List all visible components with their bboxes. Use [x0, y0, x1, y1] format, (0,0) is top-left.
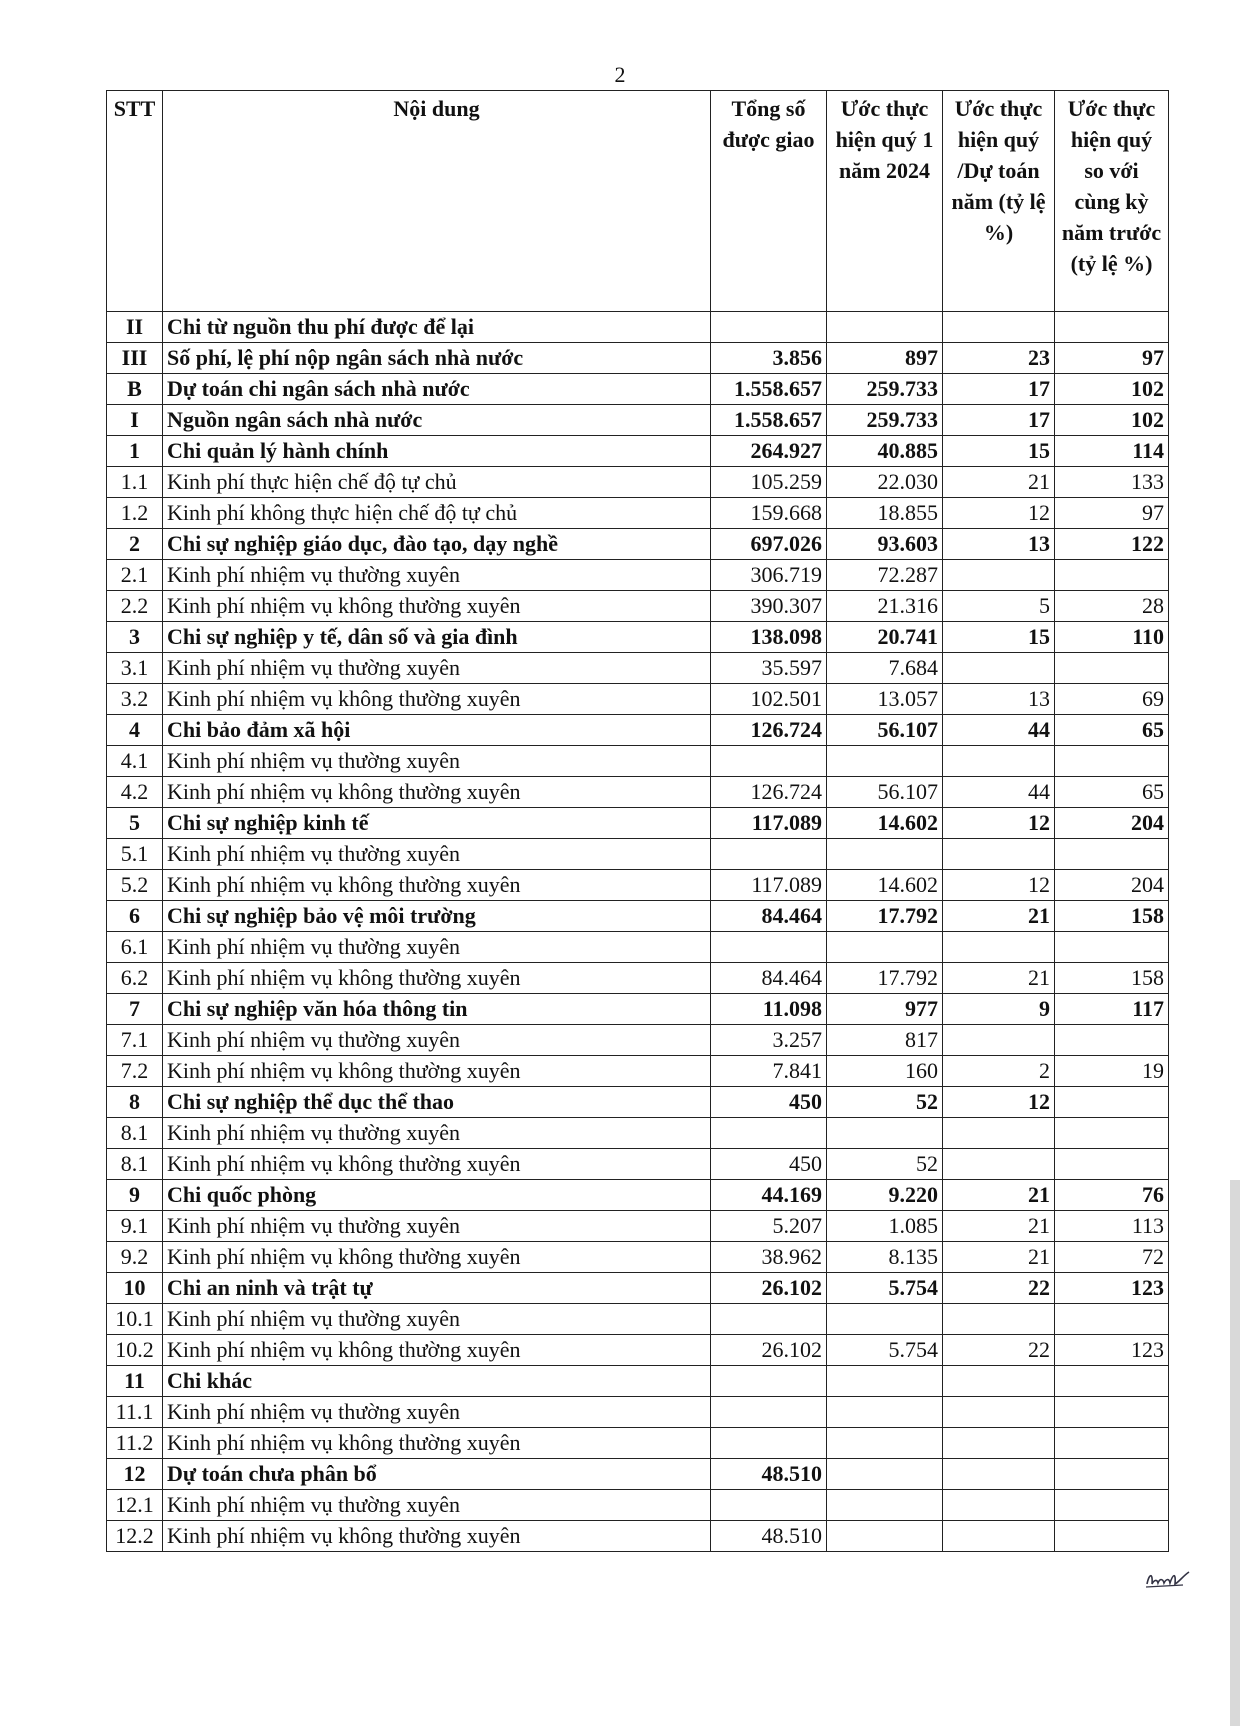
cell-pct-prev-year — [1055, 1459, 1169, 1490]
scan-edge-shadow — [1230, 1180, 1240, 1726]
cell-pct-budget — [943, 1366, 1055, 1397]
table-row — [107, 932, 1169, 963]
cell-total: 450 — [711, 1087, 827, 1118]
cell-total — [711, 1304, 827, 1335]
cell-stt: 4.2 — [107, 777, 163, 808]
cell-content: Kinh phí nhiệm vụ thường xuyên — [163, 560, 711, 591]
table-row — [107, 1428, 1169, 1459]
cell-pct-budget: 21 — [943, 901, 1055, 932]
cell-pct-budget — [943, 1118, 1055, 1149]
cell-q1-estimate: 18.855 — [827, 498, 943, 529]
cell-q1-estimate: 56.107 — [827, 715, 943, 746]
budget-table — [106, 90, 1169, 1552]
cell-pct-budget — [943, 1025, 1055, 1056]
cell-content: Kinh phí nhiệm vụ thường xuyên — [163, 1490, 711, 1521]
cell-total: 138.098 — [711, 622, 827, 653]
table-row — [107, 312, 1169, 343]
cell-q1-estimate — [827, 932, 943, 963]
cell-q1-estimate — [827, 312, 943, 343]
cell-total: 102.501 — [711, 684, 827, 715]
cell-total: 5.207 — [711, 1211, 827, 1242]
cell-stt: 11.2 — [107, 1428, 163, 1459]
cell-q1-estimate: 22.030 — [827, 467, 943, 498]
cell-stt: 4.1 — [107, 746, 163, 777]
cell-stt: 6.2 — [107, 963, 163, 994]
table-row — [107, 622, 1169, 653]
table-row — [107, 653, 1169, 684]
cell-pct-prev-year — [1055, 1149, 1169, 1180]
cell-pct-budget: 44 — [943, 777, 1055, 808]
table-row — [107, 1025, 1169, 1056]
cell-content: Chi bảo đảm xã hội — [163, 715, 711, 746]
cell-content: Chi sự nghiệp kinh tế — [163, 808, 711, 839]
cell-total: 126.724 — [711, 715, 827, 746]
cell-total: 1.558.657 — [711, 374, 827, 405]
cell-stt: 3.1 — [107, 653, 163, 684]
cell-content: Chi quản lý hành chính — [163, 436, 711, 467]
table-header-row — [107, 91, 1169, 312]
cell-stt: 10.1 — [107, 1304, 163, 1335]
cell-pct-prev-year: 65 — [1055, 777, 1169, 808]
table-row — [107, 405, 1169, 436]
cell-content: Chi sự nghiệp giáo dục, đào tạo, dạy nghề — [163, 529, 711, 560]
cell-pct-prev-year: 102 — [1055, 374, 1169, 405]
cell-stt: 10 — [107, 1273, 163, 1304]
cell-q1-estimate: 20.741 — [827, 622, 943, 653]
cell-pct-prev-year — [1055, 1397, 1169, 1428]
cell-pct-budget: 15 — [943, 436, 1055, 467]
cell-content: Kinh phí nhiệm vụ không thường xuyên — [163, 1428, 711, 1459]
table-row — [107, 1118, 1169, 1149]
cell-stt: 5.1 — [107, 839, 163, 870]
cell-pct-budget: 21 — [943, 467, 1055, 498]
cell-stt: 3 — [107, 622, 163, 653]
cell-pct-budget: 9 — [943, 994, 1055, 1025]
cell-pct-budget: 12 — [943, 870, 1055, 901]
table-row — [107, 1211, 1169, 1242]
cell-pct-prev-year: 133 — [1055, 467, 1169, 498]
cell-pct-budget: 13 — [943, 529, 1055, 560]
cell-q1-estimate: 14.602 — [827, 808, 943, 839]
cell-pct-budget: 12 — [943, 808, 1055, 839]
cell-pct-prev-year: 204 — [1055, 808, 1169, 839]
table-row — [107, 1459, 1169, 1490]
cell-stt: I — [107, 405, 163, 436]
cell-content: Chi khác — [163, 1366, 711, 1397]
table-row — [107, 467, 1169, 498]
cell-content: Chi sự nghiệp thể dục thể thao — [163, 1087, 711, 1118]
cell-stt: 4 — [107, 715, 163, 746]
cell-pct-prev-year: 19 — [1055, 1056, 1169, 1087]
cell-pct-budget: 23 — [943, 343, 1055, 374]
cell-pct-budget — [943, 653, 1055, 684]
table-row — [107, 1490, 1169, 1521]
cell-q1-estimate: 52 — [827, 1087, 943, 1118]
cell-stt: 7.1 — [107, 1025, 163, 1056]
cell-stt: 10.2 — [107, 1335, 163, 1366]
cell-pct-budget — [943, 312, 1055, 343]
cell-q1-estimate: 21.316 — [827, 591, 943, 622]
cell-pct-prev-year: 123 — [1055, 1335, 1169, 1366]
cell-pct-prev-year — [1055, 839, 1169, 870]
cell-pct-budget: 21 — [943, 1180, 1055, 1211]
cell-stt: III — [107, 343, 163, 374]
cell-pct-prev-year — [1055, 746, 1169, 777]
cell-total: 84.464 — [711, 901, 827, 932]
cell-pct-budget: 22 — [943, 1273, 1055, 1304]
cell-total — [711, 312, 827, 343]
cell-pct-budget — [943, 1149, 1055, 1180]
cell-q1-estimate: 5.754 — [827, 1335, 943, 1366]
cell-pct-prev-year: 158 — [1055, 901, 1169, 932]
cell-total: 7.841 — [711, 1056, 827, 1087]
cell-content: Chi sự nghiệp văn hóa thông tin — [163, 994, 711, 1025]
cell-content: Kinh phí nhiệm vụ không thường xuyên — [163, 591, 711, 622]
cell-q1-estimate — [827, 1459, 943, 1490]
cell-total: 26.102 — [711, 1335, 827, 1366]
cell-pct-budget — [943, 1304, 1055, 1335]
cell-stt: 3.2 — [107, 684, 163, 715]
cell-pct-budget: 44 — [943, 715, 1055, 746]
cell-q1-estimate — [827, 1304, 943, 1335]
cell-q1-estimate — [827, 746, 943, 777]
cell-pct-prev-year — [1055, 1521, 1169, 1552]
cell-pct-budget — [943, 839, 1055, 870]
cell-q1-estimate: 13.057 — [827, 684, 943, 715]
table-row — [107, 746, 1169, 777]
table-row — [107, 1149, 1169, 1180]
cell-total: 84.464 — [711, 963, 827, 994]
cell-stt: 9.2 — [107, 1242, 163, 1273]
table-row — [107, 374, 1169, 405]
cell-total — [711, 1366, 827, 1397]
cell-pct-prev-year — [1055, 1428, 1169, 1459]
table-row — [107, 1397, 1169, 1428]
cell-pct-prev-year: 76 — [1055, 1180, 1169, 1211]
cell-stt: 5 — [107, 808, 163, 839]
cell-q1-estimate: 817 — [827, 1025, 943, 1056]
cell-stt: 6 — [107, 901, 163, 932]
table-row — [107, 777, 1169, 808]
cell-total: 450 — [711, 1149, 827, 1180]
cell-total: 159.668 — [711, 498, 827, 529]
cell-total — [711, 746, 827, 777]
table-row — [107, 529, 1169, 560]
cell-stt: 2.2 — [107, 591, 163, 622]
cell-stt: 7.2 — [107, 1056, 163, 1087]
cell-pct-budget: 21 — [943, 1242, 1055, 1273]
cell-content: Kinh phí nhiệm vụ không thường xuyên — [163, 963, 711, 994]
table-row — [107, 994, 1169, 1025]
table-row — [107, 560, 1169, 591]
table-row — [107, 436, 1169, 467]
header-content: Nội dung — [163, 91, 711, 312]
cell-content: Dự toán chi ngân sách nhà nước — [163, 374, 711, 405]
cell-stt: 11 — [107, 1366, 163, 1397]
cell-stt: 12 — [107, 1459, 163, 1490]
cell-q1-estimate: 977 — [827, 994, 943, 1025]
table-row — [107, 1273, 1169, 1304]
cell-content: Kinh phí nhiệm vụ thường xuyên — [163, 653, 711, 684]
cell-content: Số phí, lệ phí nộp ngân sách nhà nước — [163, 343, 711, 374]
cell-pct-budget: 12 — [943, 498, 1055, 529]
header-q1-vs-budget: Ước thực hiện quý /Dự toán năm (tỷ lệ %) — [943, 91, 1055, 312]
cell-total: 26.102 — [711, 1273, 827, 1304]
table-row — [107, 1521, 1169, 1552]
cell-stt: 9 — [107, 1180, 163, 1211]
cell-pct-prev-year: 69 — [1055, 684, 1169, 715]
cell-content: Kinh phí nhiệm vụ thường xuyên — [163, 1211, 711, 1242]
cell-q1-estimate — [827, 839, 943, 870]
cell-total: 1.558.657 — [711, 405, 827, 436]
header-total: Tổng số được giao — [711, 91, 827, 312]
table-row — [107, 1366, 1169, 1397]
cell-pct-prev-year: 113 — [1055, 1211, 1169, 1242]
table-row — [107, 684, 1169, 715]
cell-pct-prev-year — [1055, 932, 1169, 963]
cell-q1-estimate — [827, 1366, 943, 1397]
cell-q1-estimate: 17.792 — [827, 963, 943, 994]
cell-pct-budget: 17 — [943, 374, 1055, 405]
cell-pct-prev-year: 65 — [1055, 715, 1169, 746]
cell-stt: 1.1 — [107, 467, 163, 498]
cell-pct-budget: 12 — [943, 1087, 1055, 1118]
signature-initials — [1143, 1566, 1193, 1592]
cell-pct-budget — [943, 1490, 1055, 1521]
table-row — [107, 963, 1169, 994]
cell-q1-estimate: 17.792 — [827, 901, 943, 932]
cell-q1-estimate: 259.733 — [827, 374, 943, 405]
table-row — [107, 808, 1169, 839]
cell-stt: II — [107, 312, 163, 343]
cell-content: Kinh phí nhiệm vụ không thường xuyên — [163, 1335, 711, 1366]
cell-content: Dự toán chưa phân bổ — [163, 1459, 711, 1490]
cell-q1-estimate: 93.603 — [827, 529, 943, 560]
cell-stt: 9.1 — [107, 1211, 163, 1242]
cell-content: Kinh phí nhiệm vụ thường xuyên — [163, 932, 711, 963]
cell-total: 38.962 — [711, 1242, 827, 1273]
cell-q1-estimate — [827, 1521, 943, 1552]
cell-stt: 8 — [107, 1087, 163, 1118]
cell-pct-budget — [943, 1397, 1055, 1428]
cell-pct-prev-year: 28 — [1055, 591, 1169, 622]
cell-q1-estimate: 160 — [827, 1056, 943, 1087]
cell-pct-budget: 21 — [943, 963, 1055, 994]
cell-q1-estimate: 8.135 — [827, 1242, 943, 1273]
cell-pct-prev-year — [1055, 1304, 1169, 1335]
cell-pct-prev-year — [1055, 1490, 1169, 1521]
cell-q1-estimate — [827, 1490, 943, 1521]
cell-total: 105.259 — [711, 467, 827, 498]
cell-pct-budget: 22 — [943, 1335, 1055, 1366]
cell-pct-prev-year — [1055, 312, 1169, 343]
cell-pct-prev-year: 122 — [1055, 529, 1169, 560]
cell-pct-budget: 15 — [943, 622, 1055, 653]
table-row — [107, 1056, 1169, 1087]
cell-content: Kinh phí nhiệm vụ không thường xuyên — [163, 870, 711, 901]
cell-pct-prev-year — [1055, 653, 1169, 684]
cell-total: 48.510 — [711, 1459, 827, 1490]
cell-pct-prev-year — [1055, 560, 1169, 591]
cell-total: 3.257 — [711, 1025, 827, 1056]
cell-stt: 11.1 — [107, 1397, 163, 1428]
table-row — [107, 1335, 1169, 1366]
cell-q1-estimate: 9.220 — [827, 1180, 943, 1211]
cell-pct-prev-year: 117 — [1055, 994, 1169, 1025]
cell-q1-estimate: 7.684 — [827, 653, 943, 684]
cell-pct-prev-year: 97 — [1055, 498, 1169, 529]
table-row — [107, 1180, 1169, 1211]
cell-stt: 1 — [107, 436, 163, 467]
cell-stt: 5.2 — [107, 870, 163, 901]
cell-content: Chi sự nghiệp y tế, dân số và gia đình — [163, 622, 711, 653]
cell-total: 697.026 — [711, 529, 827, 560]
cell-total: 390.307 — [711, 591, 827, 622]
cell-q1-estimate: 52 — [827, 1149, 943, 1180]
table-row — [107, 343, 1169, 374]
table-row — [107, 870, 1169, 901]
cell-q1-estimate: 14.602 — [827, 870, 943, 901]
cell-pct-prev-year: 110 — [1055, 622, 1169, 653]
cell-total: 117.089 — [711, 808, 827, 839]
cell-total: 264.927 — [711, 436, 827, 467]
cell-content: Chi quốc phòng — [163, 1180, 711, 1211]
cell-content: Kinh phí nhiệm vụ không thường xuyên — [163, 1521, 711, 1552]
cell-q1-estimate: 259.733 — [827, 405, 943, 436]
cell-q1-estimate — [827, 1118, 943, 1149]
table-row — [107, 839, 1169, 870]
table-row — [107, 1304, 1169, 1335]
cell-content: Kinh phí nhiệm vụ thường xuyên — [163, 1304, 711, 1335]
cell-content: Kinh phí nhiệm vụ thường xuyên — [163, 746, 711, 777]
cell-pct-budget — [943, 932, 1055, 963]
cell-stt: 12.2 — [107, 1521, 163, 1552]
table-row — [107, 591, 1169, 622]
cell-content: Kinh phí nhiệm vụ không thường xuyên — [163, 1242, 711, 1273]
cell-pct-prev-year: 102 — [1055, 405, 1169, 436]
cell-total: 35.597 — [711, 653, 827, 684]
cell-pct-budget: 17 — [943, 405, 1055, 436]
table-row — [107, 1242, 1169, 1273]
cell-stt: 6.1 — [107, 932, 163, 963]
cell-total — [711, 1428, 827, 1459]
cell-content: Kinh phí nhiệm vụ thường xuyên — [163, 839, 711, 870]
cell-total: 48.510 — [711, 1521, 827, 1552]
cell-content: Kinh phí nhiệm vụ không thường xuyên — [163, 777, 711, 808]
header-stt: STT — [107, 91, 163, 312]
cell-q1-estimate: 72.287 — [827, 560, 943, 591]
cell-stt: 8.1 — [107, 1149, 163, 1180]
cell-pct-budget: 5 — [943, 591, 1055, 622]
cell-total: 3.856 — [711, 343, 827, 374]
cell-pct-prev-year: 123 — [1055, 1273, 1169, 1304]
cell-pct-budget — [943, 1459, 1055, 1490]
cell-q1-estimate: 1.085 — [827, 1211, 943, 1242]
cell-stt: 1.2 — [107, 498, 163, 529]
table-row — [107, 498, 1169, 529]
cell-stt: 2.1 — [107, 560, 163, 591]
cell-content: Kinh phí nhiệm vụ không thường xuyên — [163, 1149, 711, 1180]
cell-content: Kinh phí nhiệm vụ thường xuyên — [163, 1025, 711, 1056]
cell-pct-budget — [943, 746, 1055, 777]
cell-q1-estimate: 56.107 — [827, 777, 943, 808]
cell-pct-budget: 2 — [943, 1056, 1055, 1087]
table-row — [107, 1087, 1169, 1118]
table-body — [107, 312, 1169, 1552]
table-row — [107, 901, 1169, 932]
cell-total: 117.089 — [711, 870, 827, 901]
cell-stt: 7 — [107, 994, 163, 1025]
cell-pct-prev-year: 97 — [1055, 343, 1169, 374]
cell-content: Kinh phí nhiệm vụ thường xuyên — [163, 1397, 711, 1428]
cell-stt: 2 — [107, 529, 163, 560]
cell-stt: B — [107, 374, 163, 405]
cell-total — [711, 839, 827, 870]
cell-content: Kinh phí nhiệm vụ thường xuyên — [163, 1118, 711, 1149]
cell-total: 44.169 — [711, 1180, 827, 1211]
cell-content: Kinh phí thực hiện chế độ tự chủ — [163, 467, 711, 498]
cell-total — [711, 932, 827, 963]
cell-content: Kinh phí nhiệm vụ không thường xuyên — [163, 684, 711, 715]
cell-q1-estimate: 40.885 — [827, 436, 943, 467]
cell-pct-budget: 21 — [943, 1211, 1055, 1242]
cell-pct-prev-year — [1055, 1118, 1169, 1149]
cell-pct-budget — [943, 1428, 1055, 1459]
cell-pct-prev-year — [1055, 1366, 1169, 1397]
cell-pct-prev-year: 158 — [1055, 963, 1169, 994]
cell-pct-prev-year — [1055, 1087, 1169, 1118]
cell-pct-prev-year — [1055, 1025, 1169, 1056]
cell-total — [711, 1397, 827, 1428]
cell-content: Chi an ninh và trật tự — [163, 1273, 711, 1304]
cell-content: Kinh phí không thực hiện chế độ tự chủ — [163, 498, 711, 529]
header-q1-vs-last-year: Ước thực hiện quý so với cùng kỳ năm trước (tỷ lệ %) — [1055, 91, 1169, 312]
cell-stt: 8.1 — [107, 1118, 163, 1149]
cell-total: 11.098 — [711, 994, 827, 1025]
cell-total: 306.719 — [711, 560, 827, 591]
cell-total — [711, 1490, 827, 1521]
cell-stt: 12.1 — [107, 1490, 163, 1521]
cell-q1-estimate: 5.754 — [827, 1273, 943, 1304]
cell-content: Chi từ nguồn thu phí được để lại — [163, 312, 711, 343]
cell-content: Chi sự nghiệp bảo vệ môi trường — [163, 901, 711, 932]
cell-content: Kinh phí nhiệm vụ không thường xuyên — [163, 1056, 711, 1087]
cell-q1-estimate — [827, 1428, 943, 1459]
cell-pct-prev-year: 204 — [1055, 870, 1169, 901]
cell-pct-budget — [943, 560, 1055, 591]
cell-pct-budget — [943, 1521, 1055, 1552]
page-number: 2 — [614, 62, 626, 87]
cell-content: Nguồn ngân sách nhà nước — [163, 405, 711, 436]
header-q1-estimate: Ước thực hiện quý 1 năm 2024 — [827, 91, 943, 312]
cell-pct-prev-year: 72 — [1055, 1242, 1169, 1273]
table-row — [107, 715, 1169, 746]
cell-pct-prev-year: 114 — [1055, 436, 1169, 467]
cell-total: 126.724 — [711, 777, 827, 808]
cell-q1-estimate: 897 — [827, 343, 943, 374]
cell-q1-estimate — [827, 1397, 943, 1428]
cell-pct-budget: 13 — [943, 684, 1055, 715]
cell-total — [711, 1118, 827, 1149]
